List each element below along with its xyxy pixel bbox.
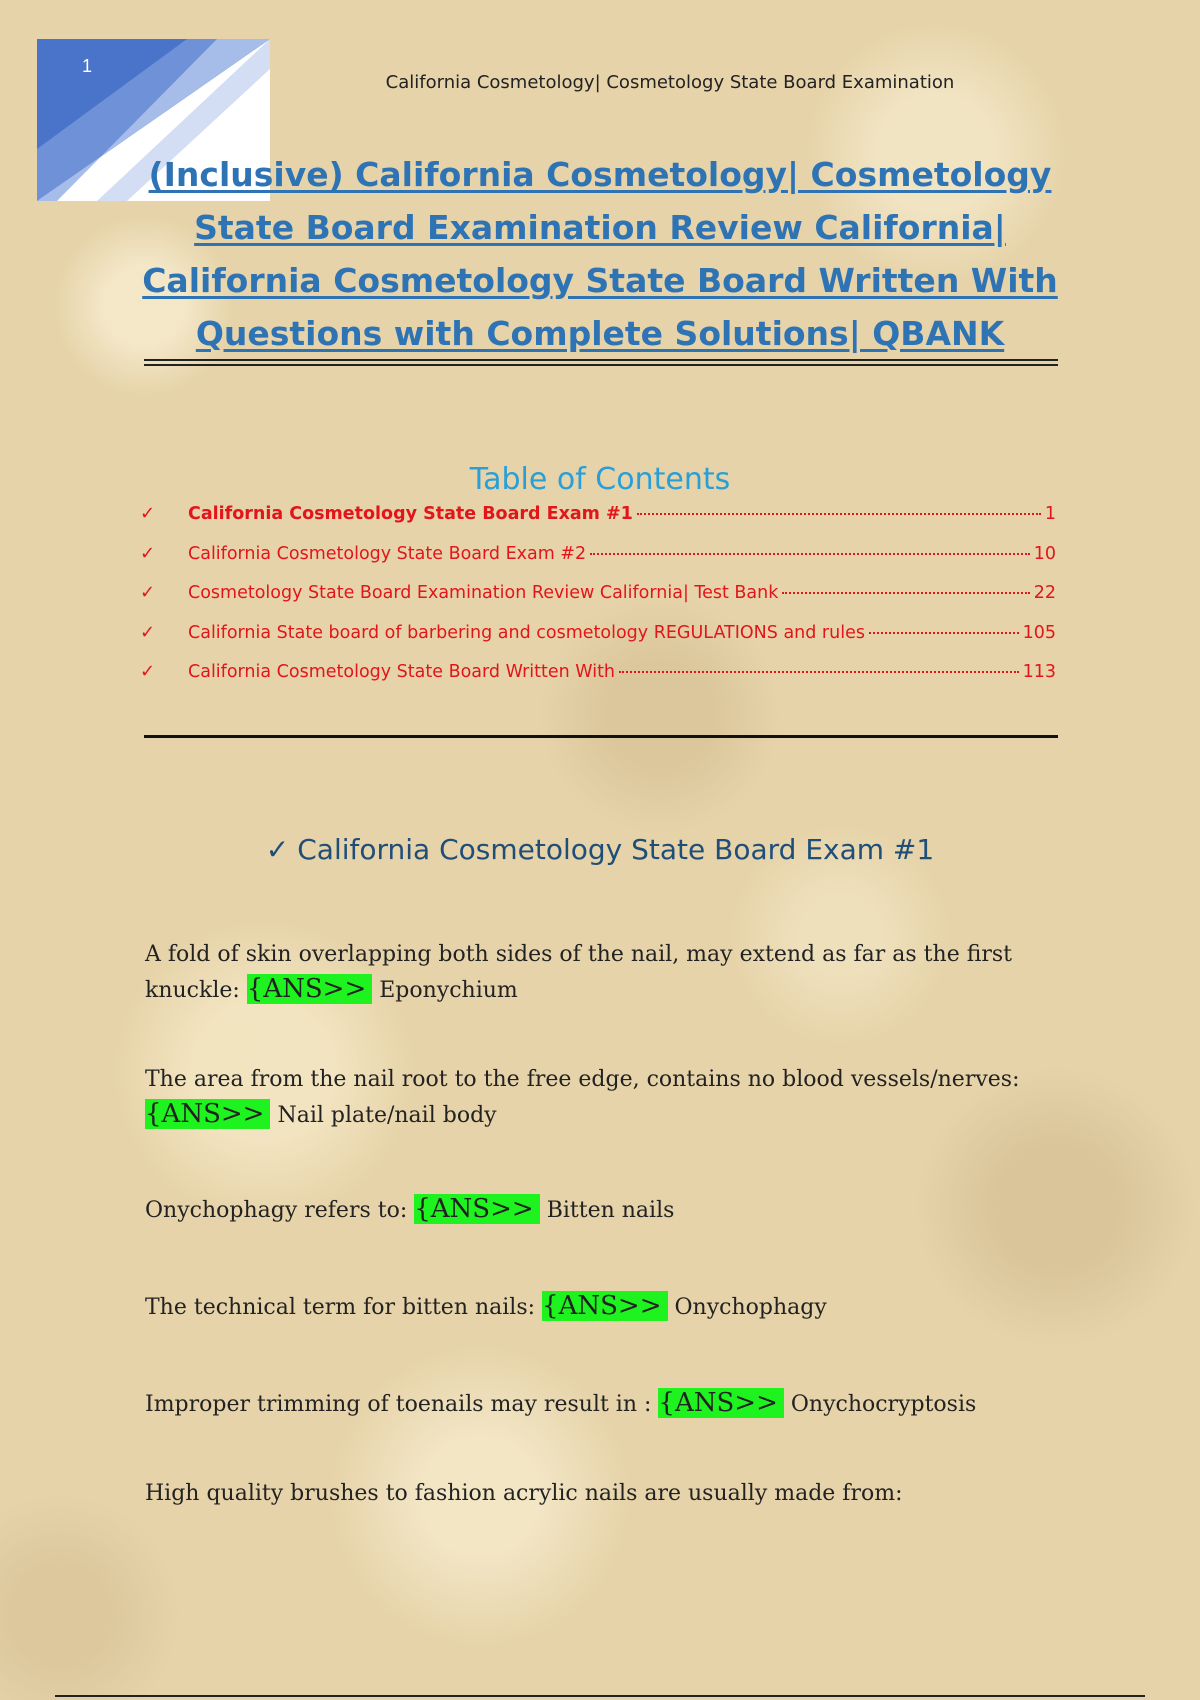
toc-item-label: California Cosmetology State Board Written With: [188, 662, 616, 682]
question-text: The technical term for bitten nails:: [145, 1295, 543, 1320]
toc-item[interactable]: [140, 503, 1056, 543]
toc-item[interactable]: [140, 622, 1056, 662]
table-of-contents: [140, 503, 1056, 701]
toc-item-page: 105: [1022, 622, 1056, 643]
question-item: [145, 1289, 1055, 1325]
answer-text: Eponychium: [379, 978, 518, 1003]
toc-heading: Table of Contents: [469, 462, 731, 497]
toc-item-page: 22: [1033, 583, 1056, 603]
toc-item[interactable]: [140, 661, 1056, 701]
toc-item[interactable]: [140, 582, 1056, 622]
toc-item-label: California Cosmetology State Board Exam #2: [188, 543, 587, 564]
toc-item-label: California Cosmetology State Board Exam #1: [188, 504, 633, 524]
checkmark-icon: ✓: [265, 833, 290, 866]
answer-text: Onychocryptosis: [790, 1392, 977, 1417]
toc-leader: [619, 671, 1019, 673]
toc-item-label: California State board of barbering and cosmetology REGULATIONS and rules: [188, 622, 865, 643]
toc-item-label: Cosmetology State Board Examination Review California| Test Bank: [188, 583, 779, 603]
toc-leader: [637, 513, 1041, 515]
toc-leader: [590, 553, 1030, 555]
question-item: [145, 1192, 1055, 1228]
answer-tag: {ANS>>: [145, 1099, 270, 1129]
question-text: Improper trimming of toenails may result in :: [145, 1392, 659, 1417]
toc-item-page: 10: [1033, 543, 1056, 564]
toc-divider: [144, 735, 1058, 738]
checkmark-icon: ✓: [140, 621, 156, 643]
running-header: California Cosmetology| Cosmetology State Board Examination: [385, 72, 955, 93]
toc-leader: [869, 632, 1019, 634]
answer-text: Onychophagy: [674, 1295, 827, 1320]
toc-item[interactable]: [140, 543, 1056, 583]
checkmark-icon: ✓: [140, 542, 156, 564]
page-number: 1: [81, 56, 92, 76]
question-text: High quality brushes to fashion acrylic nails are usually made from:: [145, 1481, 903, 1506]
title-divider: [144, 359, 1058, 366]
answer-tag: {ANS>>: [542, 1291, 667, 1321]
answer-tag: {ANS>>: [414, 1194, 539, 1224]
checkmark-icon: ✓: [140, 582, 156, 603]
question-item: [145, 1477, 1055, 1511]
question-item: [145, 1386, 1055, 1422]
toc-leader: [782, 592, 1029, 594]
checkmark-icon: ✓: [140, 661, 156, 682]
page-bottom-rule: [55, 1695, 1145, 1697]
question-item: [145, 1063, 1055, 1133]
checkmark-icon: ✓: [140, 503, 156, 524]
section-heading: [140, 833, 1060, 866]
answer-text: Nail plate/nail body: [277, 1103, 497, 1128]
question-text: Onychophagy refers to:: [145, 1198, 415, 1223]
question-text: A fold of skin overlapping both sides of the nail, may extend as far as the first knuckle:: [145, 942, 1013, 1003]
question-text: The area from the nail root to the free edge, contains no blood vessels/nerves:: [145, 1067, 1020, 1092]
question-item: [145, 938, 1055, 1008]
answer-tag: {ANS>>: [247, 974, 372, 1004]
document-title[interactable]: (Inclusive) California Cosmetology| Cosmetology State Board Examination Review California| California Cosmetology State Board Written With Questions with Complete Solutions| QBANK: [142, 155, 1058, 353]
toc-item-page: 113: [1022, 662, 1056, 682]
answer-tag: {ANS>>: [658, 1388, 783, 1418]
answer-text: Bitten nails: [546, 1198, 675, 1223]
toc-item-page: 1: [1044, 504, 1056, 524]
section-title: California Cosmetology State Board Exam #1: [297, 833, 935, 866]
